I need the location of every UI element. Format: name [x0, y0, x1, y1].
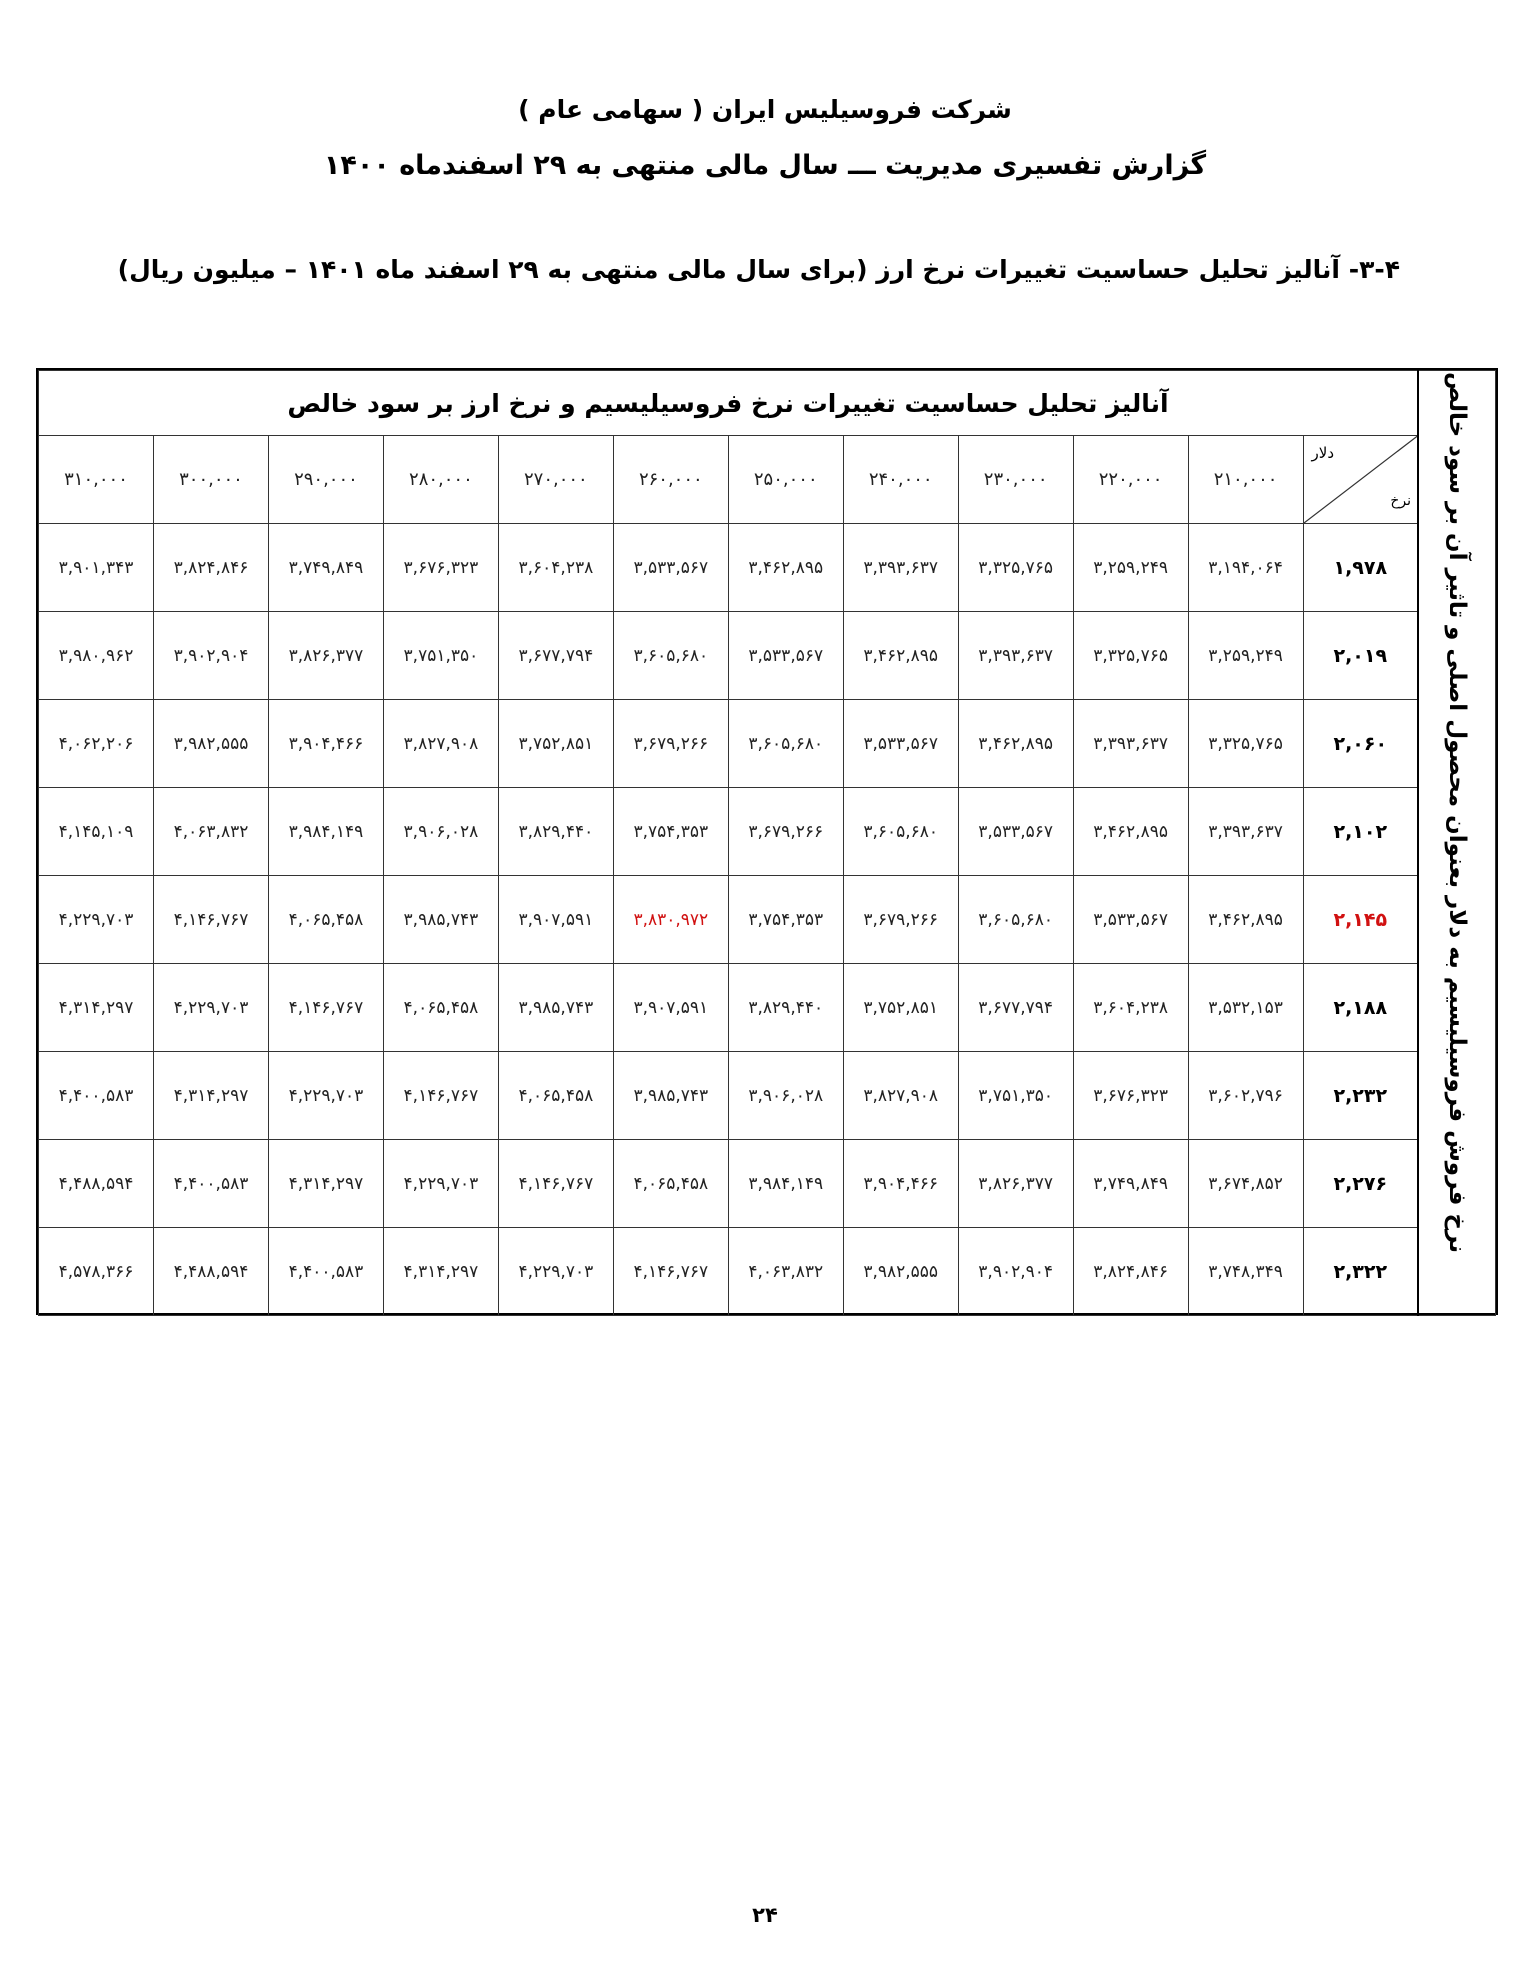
value-cell: ۳,۷۵۲,۸۵۱ — [843, 964, 958, 1052]
value-cell: ۴,۴۸۸,۵۹۴ — [154, 1228, 269, 1316]
value-cell: ۳,۹۰۷,۵۹۱ — [498, 876, 613, 964]
table-title-row — [39, 371, 1496, 436]
value-cell: ۴,۰۶۳,۸۳۲ — [728, 1228, 843, 1316]
table-row — [39, 612, 1496, 700]
table-row — [39, 788, 1496, 876]
row-rate-cell: ۲,۱۴۵ — [1303, 876, 1418, 964]
value-cell: ۴,۳۱۴,۲۹۷ — [154, 1052, 269, 1140]
value-cell: ۳,۵۳۳,۵۶۷ — [1073, 876, 1188, 964]
side-label-cell — [1418, 371, 1496, 1316]
side-label: نرخ فروش فروسیلیسیم به دلار بعنوان محصول اصلی و تاثیر آن بر سود خالص — [1444, 371, 1470, 1253]
sensitivity-table — [36, 368, 1498, 1315]
value-cell: ۴,۳۱۴,۲۹۷ — [39, 964, 154, 1052]
value-cell: ۳,۹۰۴,۴۶۶ — [268, 700, 383, 788]
value-cell: ۳,۳۹۳,۶۳۷ — [958, 612, 1073, 700]
company-name: شرکت فروسیلیس ایران ( سهامی عام ) — [518, 95, 1012, 124]
value-cell: ۴,۲۲۹,۷۰۳ — [268, 1052, 383, 1140]
value-cell: ۳,۳۲۵,۷۶۵ — [1073, 612, 1188, 700]
value-cell: ۳,۷۴۸,۳۴۹ — [1188, 1228, 1303, 1316]
table-row — [39, 876, 1496, 964]
value-cell: ۳,۷۵۱,۳۵۰ — [383, 612, 498, 700]
table-row — [39, 1140, 1496, 1228]
column-header: ۲۲۰,۰۰۰ — [1073, 436, 1188, 524]
row-rate-cell: ۱,۹۷۸ — [1303, 524, 1418, 612]
column-header-row — [39, 436, 1496, 524]
row-rate-cell: ۲,۲۳۲ — [1303, 1052, 1418, 1140]
value-cell: ۳,۹۸۵,۷۴۳ — [498, 964, 613, 1052]
value-cell: ۳,۳۲۵,۷۶۵ — [958, 524, 1073, 612]
value-cell: ۴,۵۷۸,۳۶۶ — [39, 1228, 154, 1316]
value-cell: ۴,۱۴۶,۷۶۷ — [383, 1052, 498, 1140]
value-cell: ۴,۴۰۰,۵۸۳ — [154, 1140, 269, 1228]
value-cell: ۳,۹۸۲,۵۵۵ — [843, 1228, 958, 1316]
value-cell: ۴,۲۲۹,۷۰۳ — [39, 876, 154, 964]
value-cell: ۳,۳۹۳,۶۳۷ — [1188, 788, 1303, 876]
value-cell: ۳,۶۰۵,۶۸۰ — [958, 876, 1073, 964]
value-cell: ۳,۱۹۴,۰۶۴ — [1188, 524, 1303, 612]
row-rate-cell: ۲,۰۶۰ — [1303, 700, 1418, 788]
value-cell: ۳,۹۸۲,۵۵۵ — [154, 700, 269, 788]
row-rate-cell: ۲,۳۲۲ — [1303, 1228, 1418, 1316]
section-title: ۳-۴- آنالیز تحلیل حساسیت تغییرات نرخ ارز (برای سال مالی منتهی به ۲۹ اسفند ماه ۱۴۰۱ – میلیون ریال) — [117, 255, 1400, 284]
value-cell: ۳,۶۷۷,۷۹۴ — [498, 612, 613, 700]
value-cell: ۳,۹۰۶,۰۲۸ — [728, 1052, 843, 1140]
column-header: ۲۴۰,۰۰۰ — [843, 436, 958, 524]
value-cell: ۳,۵۳۳,۵۶۷ — [728, 612, 843, 700]
value-cell: ۳,۷۴۹,۸۴۹ — [268, 524, 383, 612]
value-cell: ۳,۹۰۲,۹۰۴ — [958, 1228, 1073, 1316]
value-cell: ۳,۷۵۴,۳۵۳ — [728, 876, 843, 964]
column-header: ۲۶۰,۰۰۰ — [613, 436, 728, 524]
column-header: ۲۹۰,۰۰۰ — [268, 436, 383, 524]
value-cell: ۴,۲۲۹,۷۰۳ — [154, 964, 269, 1052]
row-rate-cell: ۲,۱۸۸ — [1303, 964, 1418, 1052]
row-rate-cell: ۲,۲۷۶ — [1303, 1140, 1418, 1228]
value-cell: ۳,۶۷۴,۸۵۲ — [1188, 1140, 1303, 1228]
value-cell: ۳,۹۸۴,۱۴۹ — [268, 788, 383, 876]
value-cell: ۴,۴۰۰,۵۸۳ — [39, 1052, 154, 1140]
value-cell: ۴,۳۱۴,۲۹۷ — [268, 1140, 383, 1228]
value-cell: ۴,۲۲۹,۷۰۳ — [498, 1228, 613, 1316]
table-row — [39, 1052, 1496, 1140]
value-cell: ۴,۲۲۹,۷۰۳ — [383, 1140, 498, 1228]
value-cell: ۳,۹۸۵,۷۴۳ — [613, 1052, 728, 1140]
value-cell: ۴,۱۴۶,۷۶۷ — [498, 1140, 613, 1228]
value-cell: ۴,۰۶۵,۴۵۸ — [383, 964, 498, 1052]
value-cell: ۳,۵۳۲,۱۵۳ — [1188, 964, 1303, 1052]
value-cell: ۳,۸۲۹,۴۴۰ — [498, 788, 613, 876]
value-cell: ۴,۴۸۸,۵۹۴ — [39, 1140, 154, 1228]
value-cell: ۴,۰۶۵,۴۵۸ — [268, 876, 383, 964]
value-cell: ۳,۶۷۶,۳۲۳ — [383, 524, 498, 612]
value-cell: ۳,۸۲۶,۳۷۷ — [268, 612, 383, 700]
value-cell: ۴,۳۱۴,۲۹۷ — [383, 1228, 498, 1316]
value-cell: ۳,۹۰۲,۹۰۴ — [154, 612, 269, 700]
table-row — [39, 1228, 1496, 1316]
corner-header-cell — [1303, 436, 1418, 524]
value-cell: ۴,۱۴۶,۷۶۷ — [268, 964, 383, 1052]
value-cell: ۳,۹۸۴,۱۴۹ — [728, 1140, 843, 1228]
value-cell: ۴,۴۰۰,۵۸۳ — [268, 1228, 383, 1316]
sensitivity-grid — [38, 370, 1496, 1316]
value-cell: ۳,۹۰۷,۵۹۱ — [613, 964, 728, 1052]
value-cell: ۴,۰۶۳,۸۳۲ — [154, 788, 269, 876]
table-row — [39, 524, 1496, 612]
table-row — [39, 700, 1496, 788]
value-cell: ۳,۵۳۳,۵۶۷ — [958, 788, 1073, 876]
value-cell: ۳,۵۳۳,۵۶۷ — [843, 700, 958, 788]
column-header: ۳۱۰,۰۰۰ — [39, 436, 154, 524]
value-cell: ۳,۶۰۵,۶۸۰ — [843, 788, 958, 876]
value-cell: ۳,۶۷۹,۲۶۶ — [843, 876, 958, 964]
value-cell: ۳,۶۷۹,۲۶۶ — [728, 788, 843, 876]
value-cell: ۴,۰۶۵,۴۵۸ — [613, 1140, 728, 1228]
value-cell: ۴,۰۶۵,۴۵۸ — [498, 1052, 613, 1140]
column-header: ۲۳۰,۰۰۰ — [958, 436, 1073, 524]
value-cell: ۳,۶۰۵,۶۸۰ — [613, 612, 728, 700]
value-cell: ۳,۹۰۴,۴۶۶ — [843, 1140, 958, 1228]
page-number: ۲۴ — [752, 1903, 778, 1927]
value-cell: ۳,۲۵۹,۲۴۹ — [1073, 524, 1188, 612]
value-cell: ۴,۰۶۲,۲۰۶ — [39, 700, 154, 788]
value-cell: ۳,۶۰۴,۲۳۸ — [1073, 964, 1188, 1052]
value-cell: ۳,۳۹۳,۶۳۷ — [1073, 700, 1188, 788]
column-header: ۲۸۰,۰۰۰ — [383, 436, 498, 524]
value-cell: ۳,۴۶۲,۸۹۵ — [728, 524, 843, 612]
value-cell: ۳,۸۲۴,۸۴۶ — [1073, 1228, 1188, 1316]
corner-label-rate: نرخ — [1390, 493, 1411, 509]
value-cell: ۳,۸۳۰,۹۷۲ — [613, 876, 728, 964]
value-cell: ۳,۹۸۵,۷۴۳ — [383, 876, 498, 964]
value-cell: ۳,۶۷۶,۳۲۳ — [1073, 1052, 1188, 1140]
value-cell: ۳,۹۸۰,۹۶۲ — [39, 612, 154, 700]
column-header: ۳۰۰,۰۰۰ — [154, 436, 269, 524]
value-cell: ۴,۱۴۶,۷۶۷ — [613, 1228, 728, 1316]
table-title: آنالیز تحلیل حساسیت تغییرات نرخ فروسیلیسیم و نرخ ارز بر سود خالص — [39, 371, 1419, 436]
value-cell: ۳,۷۵۴,۳۵۳ — [613, 788, 728, 876]
value-cell: ۳,۸۲۷,۹۰۸ — [383, 700, 498, 788]
value-cell: ۳,۳۹۳,۶۳۷ — [843, 524, 958, 612]
report-title: گزارش تفسیری مدیریت ـــ سال مالی منتهی به ۲۹ اسفندماه ۱۴۰۰ — [323, 150, 1207, 181]
value-cell: ۴,۱۴۵,۱۰۹ — [39, 788, 154, 876]
value-cell: ۳,۹۰۱,۳۴۳ — [39, 524, 154, 612]
value-cell: ۳,۸۲۶,۳۷۷ — [958, 1140, 1073, 1228]
value-cell: ۳,۵۳۳,۵۶۷ — [613, 524, 728, 612]
column-header: ۲۵۰,۰۰۰ — [728, 436, 843, 524]
value-cell: ۳,۶۰۲,۷۹۶ — [1188, 1052, 1303, 1140]
value-cell: ۳,۸۲۷,۹۰۸ — [843, 1052, 958, 1140]
value-cell: ۳,۸۲۹,۴۴۰ — [728, 964, 843, 1052]
value-cell: ۳,۲۵۹,۲۴۹ — [1188, 612, 1303, 700]
row-rate-cell: ۲,۱۰۲ — [1303, 788, 1418, 876]
corner-label-dollar: دلار — [1311, 444, 1335, 462]
value-cell: ۳,۴۶۲,۸۹۵ — [1188, 876, 1303, 964]
table-row — [39, 964, 1496, 1052]
value-cell: ۳,۳۲۵,۷۶۵ — [1188, 700, 1303, 788]
value-cell: ۳,۹۰۶,۰۲۸ — [383, 788, 498, 876]
column-header: ۲۱۰,۰۰۰ — [1188, 436, 1303, 524]
value-cell: ۳,۷۵۱,۳۵۰ — [958, 1052, 1073, 1140]
value-cell: ۳,۶۷۹,۲۶۶ — [613, 700, 728, 788]
value-cell: ۳,۴۶۲,۸۹۵ — [1073, 788, 1188, 876]
value-cell: ۳,۷۴۹,۸۴۹ — [1073, 1140, 1188, 1228]
value-cell: ۳,۴۶۲,۸۹۵ — [958, 700, 1073, 788]
row-rate-cell: ۲,۰۱۹ — [1303, 612, 1418, 700]
value-cell: ۳,۷۵۲,۸۵۱ — [498, 700, 613, 788]
column-header: ۲۷۰,۰۰۰ — [498, 436, 613, 524]
value-cell: ۴,۱۴۶,۷۶۷ — [154, 876, 269, 964]
value-cell: ۳,۶۷۷,۷۹۴ — [958, 964, 1073, 1052]
value-cell: ۳,۴۶۲,۸۹۵ — [843, 612, 958, 700]
value-cell: ۳,۸۲۴,۸۴۶ — [154, 524, 269, 612]
value-cell: ۳,۶۰۵,۶۸۰ — [728, 700, 843, 788]
value-cell: ۳,۶۰۴,۲۳۸ — [498, 524, 613, 612]
